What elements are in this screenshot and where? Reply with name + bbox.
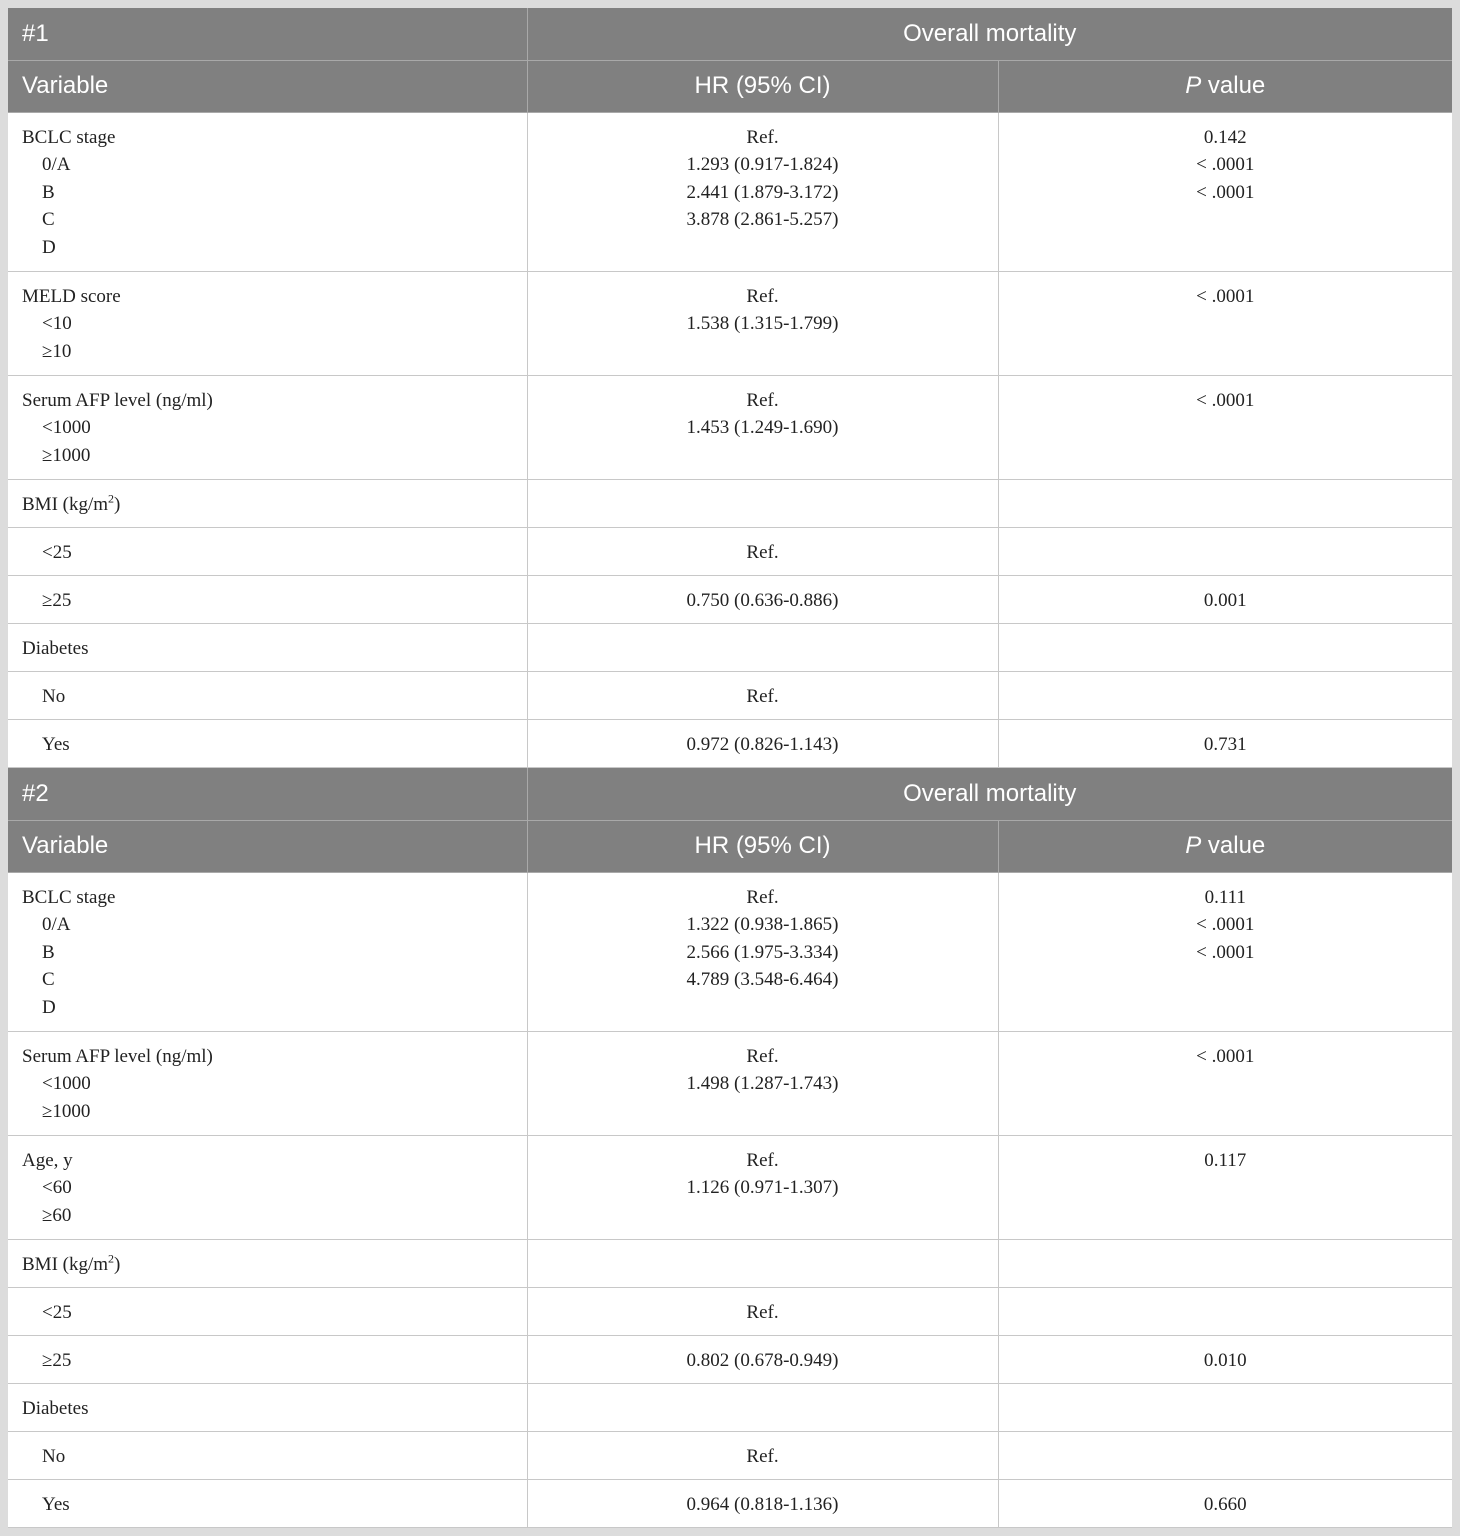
- variable-cell: [8, 1031, 527, 1135]
- p-value-cell: [998, 719, 1452, 767]
- hr-value: Ref.: [746, 285, 779, 307]
- table-row: [8, 575, 1452, 623]
- overall-mortality-header: Overall mortality: [527, 768, 1452, 820]
- variable-label-end: ): [114, 1253, 121, 1275]
- hr-cell: [527, 527, 998, 575]
- variable-sublabel: <25: [42, 541, 72, 563]
- variable-label: Diabetes: [22, 1397, 89, 1419]
- variable-cell: [8, 271, 527, 375]
- hr-cell: [527, 1031, 998, 1135]
- variable-cell: [8, 1287, 527, 1335]
- table-body: [8, 872, 1452, 1527]
- hr-cell: [527, 1287, 998, 1335]
- variable-cell: [8, 1335, 527, 1383]
- variable-sublabel: ≥60: [42, 1204, 72, 1226]
- table-row: [8, 872, 1452, 1031]
- variable-label: Diabetes: [22, 637, 89, 659]
- hr-value: 3.878 (2.861-5.257): [686, 209, 839, 231]
- variable-label: BCLC stage: [22, 886, 116, 908]
- p-value-cell: [998, 872, 1452, 1031]
- p-value-cell: [998, 1431, 1452, 1479]
- variable-sublabel: C: [42, 969, 55, 991]
- variable-cell: [8, 479, 527, 527]
- table-row: [8, 671, 1452, 719]
- table-row: [8, 623, 1452, 671]
- p-letter: P: [1185, 832, 1202, 859]
- variable-label: [22, 491, 513, 519]
- p-value-column-header: [998, 820, 1452, 872]
- table-row: [8, 479, 1452, 527]
- p-value-cell: [998, 1287, 1452, 1335]
- hr-value: 2.566 (1.975-3.334): [686, 941, 839, 963]
- variable-sublabel: <1000: [42, 417, 91, 439]
- hr-value: Ref.: [746, 389, 779, 411]
- p-value: 0.010: [1203, 1349, 1247, 1371]
- hr-value: Ref.: [746, 1045, 779, 1067]
- p-value-cell: [998, 623, 1452, 671]
- table-row: [8, 1031, 1452, 1135]
- hr-cell: [527, 479, 998, 527]
- hr-cell: [527, 271, 998, 375]
- p-value: 0.001: [1203, 589, 1247, 611]
- variable-label: [22, 1251, 513, 1279]
- hr-value: Ref.: [746, 126, 779, 148]
- p-value: < .0001: [1196, 914, 1255, 936]
- variable-cell: [8, 1479, 527, 1527]
- table-row: [8, 527, 1452, 575]
- variable-sublabel: No: [42, 685, 66, 707]
- variable-cell: [8, 623, 527, 671]
- hr-cell: [527, 1335, 998, 1383]
- hr-value: Ref.: [746, 1445, 779, 1467]
- variable-label-text: BMI (kg/m: [22, 1253, 109, 1275]
- variable-cell: [8, 1239, 527, 1287]
- variable-sublabel: ≥10: [42, 340, 72, 362]
- variable-sublabel: D: [42, 996, 56, 1018]
- table-row: [8, 1383, 1452, 1431]
- variable-sublabel: C: [42, 209, 55, 231]
- p-value-cell: [998, 527, 1452, 575]
- variable-sublabel: Yes: [42, 733, 70, 755]
- variable-sublabel: <25: [42, 1301, 72, 1323]
- table-row: [8, 271, 1452, 375]
- table-body: [8, 112, 1452, 767]
- variable-sublabel: <60: [42, 1177, 72, 1199]
- hr-value: 0.802 (0.678-0.949): [686, 1349, 839, 1371]
- p-value: < .0001: [1196, 389, 1255, 411]
- variable-label-text: BMI (kg/m: [22, 493, 109, 515]
- table-row: [8, 1287, 1452, 1335]
- variable-cell: [8, 1383, 527, 1431]
- hr-value: Ref.: [746, 541, 779, 563]
- table-row: [8, 112, 1452, 271]
- variable-sublabel: ≥1000: [42, 1100, 91, 1122]
- hr-cell: [527, 375, 998, 479]
- hr-value: Ref.: [746, 1301, 779, 1323]
- hr-value: 1.293 (0.917-1.824): [686, 154, 839, 176]
- hr-cell: [527, 872, 998, 1031]
- variable-label: Serum AFP level (ng/ml): [22, 389, 213, 411]
- p-value-cell: [998, 671, 1452, 719]
- hr-cell: [527, 623, 998, 671]
- p-value: 0.111: [1204, 886, 1246, 908]
- hr-value: 0.972 (0.826-1.143): [686, 733, 839, 755]
- p-value-cell: [998, 1335, 1452, 1383]
- variable-sublabel: ≥25: [42, 1349, 72, 1371]
- results-table-1: [8, 8, 1452, 768]
- p-value: 0.731: [1203, 733, 1247, 755]
- table-row: [8, 719, 1452, 767]
- variable-sublabel: D: [42, 236, 56, 258]
- p-value: 0.117: [1204, 1149, 1247, 1171]
- variable-cell: [8, 671, 527, 719]
- table-row: [8, 1335, 1452, 1383]
- p-value-cell: [998, 375, 1452, 479]
- p-value: < .0001: [1196, 1045, 1255, 1067]
- results-table-2: [8, 768, 1452, 1528]
- hr-value: 1.498 (1.287-1.743): [686, 1073, 839, 1095]
- variable-cell: [8, 575, 527, 623]
- variable-cell: [8, 527, 527, 575]
- variable-cell: [8, 719, 527, 767]
- variable-cell: [8, 112, 527, 271]
- p-value-cell: [998, 575, 1452, 623]
- p-value: < .0001: [1196, 941, 1255, 963]
- p-value: < .0001: [1196, 181, 1255, 203]
- p-value-suffix: value: [1201, 72, 1266, 99]
- variable-label-end: ): [114, 493, 121, 515]
- hr-cell: [527, 1431, 998, 1479]
- variable-sublabel: 0/A: [42, 914, 71, 936]
- table-id-cell: #1: [8, 8, 527, 60]
- hr-value: Ref.: [746, 886, 779, 908]
- variable-sublabel: Yes: [42, 1493, 70, 1515]
- hr-cell: [527, 1383, 998, 1431]
- hr-value: 2.441 (1.879-3.172): [686, 181, 839, 203]
- superscript: 2: [108, 1251, 115, 1266]
- p-value-cell: [998, 479, 1452, 527]
- hr-cell: [527, 112, 998, 271]
- hr-cell: [527, 671, 998, 719]
- p-value: < .0001: [1196, 285, 1255, 307]
- hr-value: 1.126 (0.971-1.307): [686, 1177, 839, 1199]
- variable-label: Age, y: [22, 1149, 73, 1171]
- hr-value: 1.322 (0.938-1.865): [686, 914, 839, 936]
- table-row: [8, 1239, 1452, 1287]
- hr-value: 0.750 (0.636-0.886): [686, 589, 839, 611]
- variable-sublabel: 0/A: [42, 154, 71, 176]
- variable-label: Serum AFP level (ng/ml): [22, 1045, 213, 1067]
- variable-sublabel: B: [42, 181, 55, 203]
- table-block-2: [8, 768, 1452, 1528]
- variable-sublabel: B: [42, 941, 55, 963]
- hr-value: 1.538 (1.315-1.799): [686, 313, 839, 335]
- variable-cell: [8, 1431, 527, 1479]
- p-value-cell: [998, 1239, 1452, 1287]
- p-letter: P: [1185, 72, 1202, 99]
- p-value: 0.142: [1203, 126, 1247, 148]
- variable-sublabel: ≥1000: [42, 444, 91, 466]
- table-row: [8, 1431, 1452, 1479]
- hr-value: 0.964 (0.818-1.136): [686, 1493, 839, 1515]
- p-value-suffix: value: [1201, 832, 1266, 859]
- hr-cell: [527, 575, 998, 623]
- hr-cell: [527, 719, 998, 767]
- variable-cell: [8, 375, 527, 479]
- p-value-column-header: [998, 60, 1452, 112]
- variable-label: BCLC stage: [22, 126, 116, 148]
- p-value-cell: [998, 1031, 1452, 1135]
- p-value: < .0001: [1196, 154, 1255, 176]
- variable-column-header: Variable: [8, 820, 527, 872]
- table-row: [8, 375, 1452, 479]
- overall-mortality-header: Overall mortality: [527, 8, 1452, 60]
- variable-cell: [8, 872, 527, 1031]
- variable-cell: [8, 1135, 527, 1239]
- p-value-cell: [998, 1135, 1452, 1239]
- variable-sublabel: No: [42, 1445, 66, 1467]
- variable-sublabel: <1000: [42, 1073, 91, 1095]
- p-value-cell: [998, 1383, 1452, 1431]
- hr-value: Ref.: [746, 685, 779, 707]
- superscript: 2: [108, 491, 115, 506]
- hr-value: Ref.: [746, 1149, 779, 1171]
- variable-sublabel: ≥25: [42, 589, 72, 611]
- p-value-cell: [998, 112, 1452, 271]
- p-value-cell: [998, 271, 1452, 375]
- variable-label: MELD score: [22, 285, 121, 307]
- hr-value: 4.789 (3.548-6.464): [686, 969, 839, 991]
- table-row: [8, 1479, 1452, 1527]
- hr-cell: [527, 1479, 998, 1527]
- variable-sublabel: <10: [42, 313, 72, 335]
- table-id-cell: #2: [8, 768, 527, 820]
- variable-column-header: Variable: [8, 60, 527, 112]
- hr-value: 1.453 (1.249-1.690): [686, 417, 839, 439]
- table-block-1: [8, 8, 1452, 768]
- hr-cell: [527, 1135, 998, 1239]
- hr-column-header: HR (95% CI): [527, 60, 998, 112]
- hr-cell: [527, 1239, 998, 1287]
- table-row: [8, 1135, 1452, 1239]
- hr-column-header: HR (95% CI): [527, 820, 998, 872]
- p-value: 0.660: [1203, 1493, 1247, 1515]
- p-value-cell: [998, 1479, 1452, 1527]
